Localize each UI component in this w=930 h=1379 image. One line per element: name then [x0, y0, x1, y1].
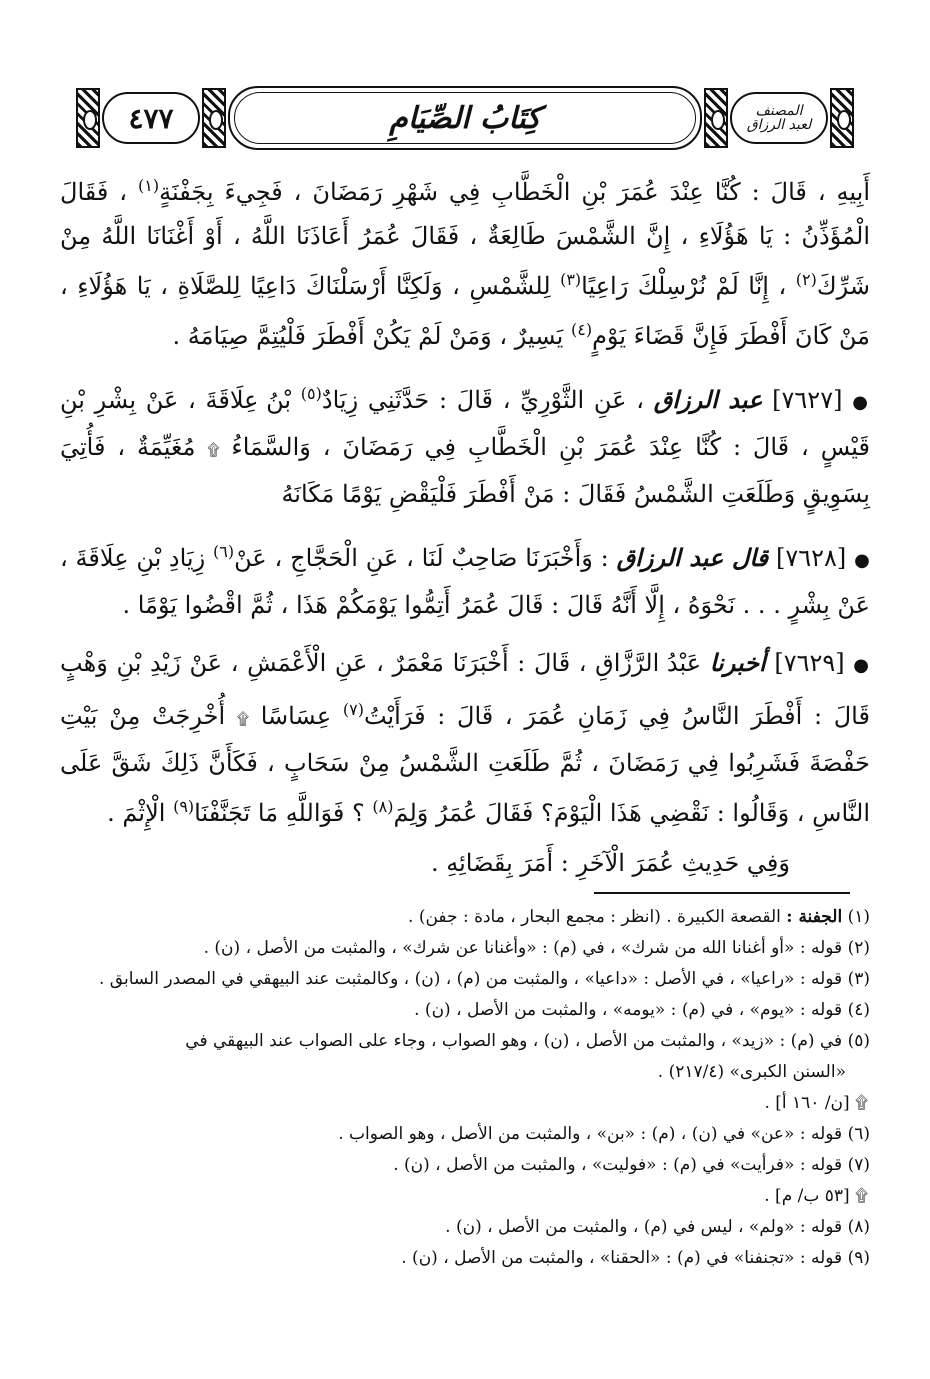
- main-text: [60, 164, 870, 885]
- bullet-icon: ●: [852, 392, 870, 413]
- narrator-name: قال عبد الرزاق: [616, 543, 769, 572]
- book-label-cartouche: [730, 92, 828, 144]
- hadith-7628: [60, 530, 870, 627]
- footnote-5-continuation: «السنن الكبرى» (٢١٧/٤) .: [657, 1062, 846, 1082]
- text-segment: الْإِثْمَ .: [107, 799, 166, 827]
- manuscript-mark-icon: ۩: [207, 440, 220, 459]
- bullet-icon: ●: [853, 655, 871, 676]
- footnote-ref: (٢): [795, 270, 817, 289]
- footnote-ref: (٩): [173, 797, 195, 816]
- hadith-7629: [60, 641, 870, 835]
- footnote-ref: (٦): [213, 542, 235, 561]
- footnote-ref: (٥): [300, 384, 322, 403]
- manuscript-mark-icon: ۩: [236, 709, 249, 728]
- footnote-text: القصعة الكبيرة . (انظر : مجمع البحار ، مادة : جفن) .: [408, 907, 781, 927]
- text-segment: ؟ فَوَاللَّهِ مَا تَجَنَّفْنَا: [194, 799, 365, 827]
- ornament-icon: [830, 88, 854, 148]
- bullet-icon: ●: [854, 550, 871, 571]
- footnotes: [70, 902, 870, 1274]
- page-header: [76, 84, 854, 152]
- text-segment: مُغَيِّمَةٌ ، فَأُتِيَ بِسَوِيقٍ وَطَلَعَتِ الشَّمْسُ فَقَالَ : مَنْ أَفْطَرَ فَلْيَقْضِ يَوْمًا مَكَانَهُ: [60, 433, 870, 508]
- ornament-icon: [76, 88, 100, 148]
- narrator-name: عبد الرزاق: [653, 385, 763, 414]
- footnote-ref: (٨): [372, 797, 394, 816]
- footnote-4: (٤) قوله : «يوم» ، في (م) : «يومه» ، والمثبت من الأصل ، (ن) .: [414, 1000, 870, 1020]
- footnote-ref: (٧): [342, 700, 364, 719]
- continuation-paragraph: [60, 164, 870, 358]
- footnote-divider: [594, 892, 850, 894]
- footnote-ref: (٤): [570, 320, 593, 339]
- footnote-number: (١): [847, 907, 870, 927]
- text-segment: عَبْدُ الرَّزَّاقِ ، قَالَ : أَخْبَرَنَا مَعْمَرٌ ، عَنِ الْأَعْمَشِ ، عَنْ زَيْدِ بْنِ وَهْبٍ قَالَ : أَفْطَرَ النَّاسُ فِي زَمَانِ عُمَرَ ، قَالَ : فَرَأَيْتُ: [60, 649, 870, 730]
- page-number-cartouche: [102, 92, 200, 144]
- manuscript-location-note: ۩ [ن/ ١٦٠ أ] .: [764, 1093, 868, 1113]
- closing-line: وَفِي حَدِيثِ عُمَرَ الْآخَرِ : أَمَرَ بِقَضَائِهِ .: [431, 849, 790, 877]
- book-label-line: لعبد الرزاق: [746, 117, 812, 133]
- text-segment: يَسِيرٌ ، وَمَنْ لَمْ يَكُنْ أَفْطَرَ فَلْيُتِمَّ صِيَامَهُ .: [172, 322, 564, 350]
- footnote-3: (٣) قوله : «راعيا» ، في الأصل : «داعيا» ، والمثبت من (م) ، (ن) ، وكالمثبت عند البيهقي في المصدر السابق .: [98, 969, 870, 989]
- book-label-line: المصنف: [755, 103, 803, 119]
- hadith-number: [٧٦٢٨]: [775, 544, 847, 572]
- footnote-5: (٥) في (م) : «زيد» ، والمثبت من الأصل ، (ن) ، وهو الصواب ، وجاء على الصواب عند البيهقي في: [185, 1031, 870, 1051]
- running-title: كِتَابُ الصِّيَامِ: [389, 100, 541, 136]
- text-segment: : وَأَخْبَرَنَا صَاحِبٌ لَنَا ، عَنِ الْحَجَّاجِ ، عَنْ: [234, 544, 609, 572]
- hadith-number: [٧٦٢٧]: [772, 386, 843, 414]
- manuscript-location-note: ۩ [٥٣ ب/ م] .: [764, 1186, 868, 1206]
- ornament-icon: [704, 88, 728, 148]
- ornament-icon: [202, 88, 226, 148]
- footnote-7: (٧) قوله : «فرأيت» في (م) : «فوليت» ، والمثبت من الأصل ، (ن) .: [393, 1155, 870, 1175]
- footnote-8: (٨) قوله : «ولم» ، ليس في (م) ، والمثبت من الأصل ، (ن) .: [445, 1217, 870, 1237]
- footnote-6: (٦) قوله : «عن» في (ن) ، (م) : «بن» ، والمثبت من الأصل ، وهو الصواب .: [338, 1124, 870, 1144]
- text-segment: أَبِيهِ ، قَالَ : كُنَّا عِنْدَ عُمَرَ بْنِ الْخَطَّابِ فِي شَهْرِ رَمَضَانَ ، فَجِيءَ بِجَفْنَةٍ: [159, 178, 870, 206]
- book-label: [747, 104, 811, 132]
- narrator-name: أخبرنا: [709, 648, 766, 677]
- text-segment: زِيَادِ بْنِ عِلَاقَةَ ، عَنْ بِشْرٍ . . . نَحْوَهُ ، إِلَّا أَنَّهُ قَالَ : قَالَ عُمَرُ أَتِمُّوا يَوْمَكُمْ هَذَا ، ثُمَّ اقْضُوا يَوْمًا .: [60, 544, 870, 619]
- footnote-2: (٢) قوله : «أو أغنانا الله من شرك» ، في (م) : «وأغنانا عن شرك» ، والمثبت من الأصل ، (ن) .: [203, 938, 870, 958]
- text-segment: بْنُ عِلَاقَةَ ، عَنْ بِشْرِ بْنِ قَيْسٍ ، قَالَ : كُنَّا عِنْدَ عُمَرَ بْنِ الْخَطَّابِ فِي رَمَضَانَ ، وَالسَّمَاءُ: [60, 386, 870, 461]
- hadith-number: [٧٦٢٩]: [774, 649, 845, 677]
- running-title-frame: [228, 86, 702, 150]
- footnote-9: (٩) قوله : «تجنفنا» في (م) : «الحقنا» ، والمثبت من الأصل ، (ن) .: [401, 1248, 870, 1268]
- text-segment: ، إِنَّا لَمْ نُرْسِلْكَ رَاعِيًا: [581, 272, 787, 300]
- footnote-ref: (١): [138, 176, 160, 195]
- text-segment: لِلشَّمْسِ ، وَلَكِنَّا أَرْسَلْنَاكَ دَاعِيًا لِلصَّلَاةِ ، يَا هَؤُلَاءِ ، مَنْ كَانَ أَفْطَرَ فَإِنَّ قَضَاءَ يَوْمٍ: [60, 272, 870, 350]
- footnote-1: [70, 902, 870, 933]
- text-segment: أُخْرِجَتْ مِنْ بَيْتِ حَفْصَةَ فَشَرِبُوا فِي رَمَضَانَ ، ثُمَّ طَلَعَتِ الشَّمْسُ مِنْ سَحَابٍ ، فَكَأَنَّ ذَلِكَ شَقَّ عَلَى النَّاسِ ، وَقَالُوا : نَقْضِي هَذَا الْيَوْمَ؟ فَقَالَ عُمَرُ وَلِمَ: [60, 702, 870, 827]
- text-segment: ، عَنِ الثَّوْرِيِّ ، قَالَ : حَدَّثَنِي زِيَادٌ: [321, 386, 644, 414]
- text-segment: عِسَاسًا: [260, 702, 332, 730]
- footnote-term: الجفنة :: [786, 907, 843, 927]
- page-number: ٤٧٧: [128, 101, 174, 135]
- text-segment: ، فَقَالَ الْمُؤَذِّنُ : يَا هَؤُلَاءِ ، إِنَّ الشَّمْسَ طَالِعَةٌ ، فَقَالَ عُمَرُ أَعَاذَنَا اللَّهُ ، أَوْ أَغْنَانَا اللَّهُ مِنْ شَرِّكَ: [60, 178, 870, 300]
- footnote-ref: (٣): [560, 270, 582, 289]
- hadith-7627: [60, 372, 870, 516]
